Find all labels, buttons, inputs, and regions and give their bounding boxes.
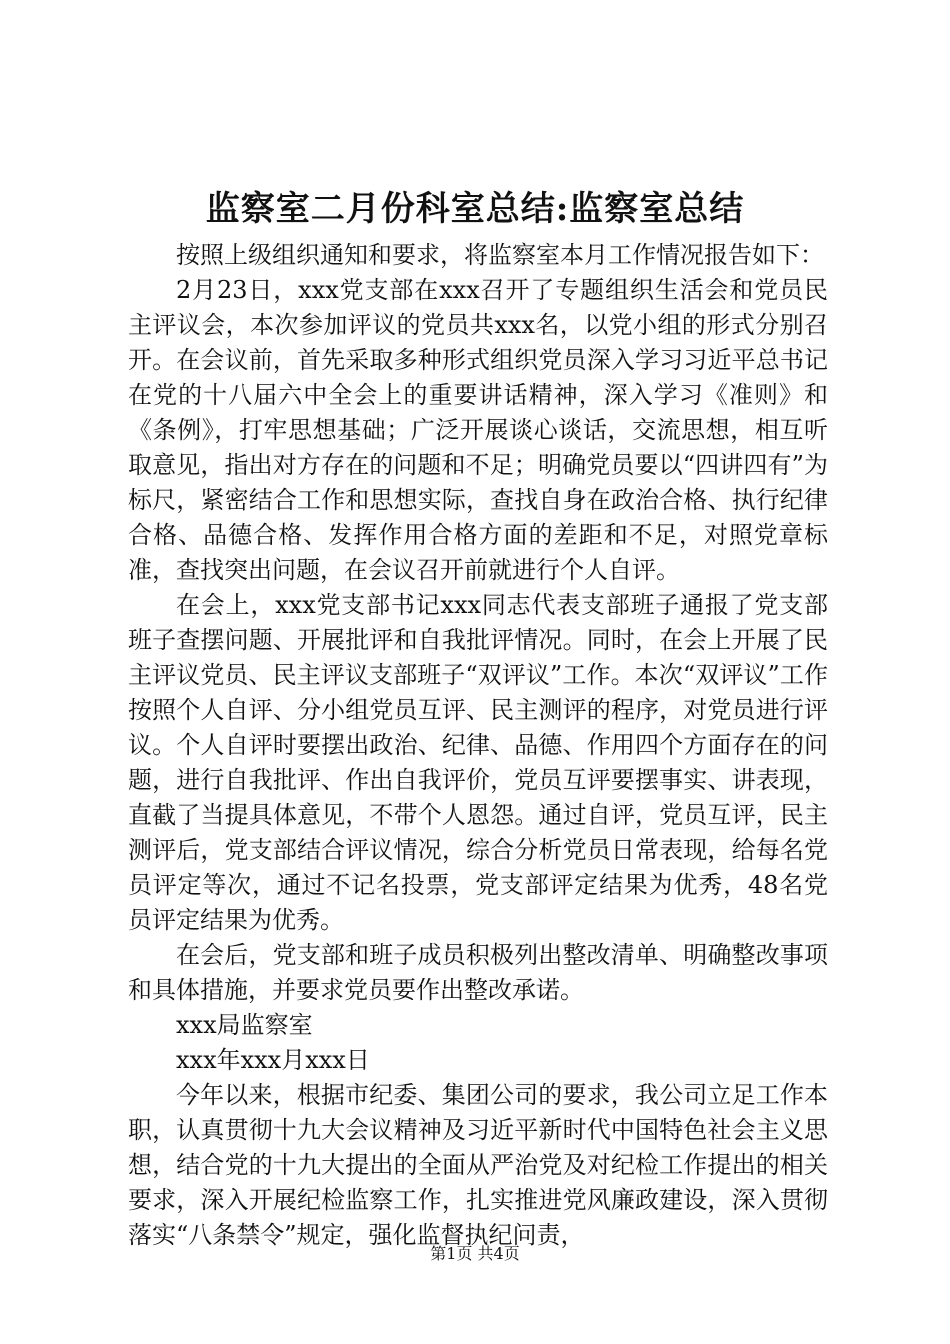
paragraph-after-meeting: 在会后，党支部和班子成员积极列出整改清单、明确整改事项和具体措施，并要求党员要作出整改承诺。 — [128, 941, 828, 1004]
paragraph-this-year: 今年以来，根据市纪委、集团公司的要求，我公司立足工作本职，认真贯彻十九大会议精神及习近平新时代中国特色社会主义思想，结合党的十九大提出的全面从严治党及对纪检工作提出的相关要求，深入开展纪检监察工作，扎实推进党风廉政建设，深入贯彻落实“八条禁令”规定，强化监督执纪问责， — [128, 1081, 828, 1249]
page-number-footer: 第1页 共4页 — [430, 1244, 520, 1263]
paragraph-intro: 按照上级组织通知和要求，将监察室本月工作情况报告如下： — [176, 241, 824, 269]
signature-department: xxx局监察室 — [176, 1011, 313, 1039]
document-body — [128, 238, 828, 1253]
paragraph-before-meeting: 2月23日，xxx党支部在xxx召开了专题组织生活会和党员民主评议会，本次参加评议的党员共xxx名，以党小组的形式分别召开。在会议前，首先采取多种形式组织党员深入学习习近平总书记在党的十八届六中全会上的重要讲话精神，深入学习《准则》和《条例》，打牢思想基础；广泛开展谈心谈话，交流思想，相互听取意见，指出对方存在的问题和不足；明确党员要以“四讲四有”为标尺，紧密结合工作和思想实际，查找自身在政治合格、执行纪律合格、品德合格、发挥作用合格方面的差距和不足，对照党章标准，查找突出问题，在会议召开前就进行个人自评。 — [128, 276, 828, 584]
document-title: 监察室二月份科室总结:监察室总结 — [205, 189, 745, 229]
paragraph-during-meeting: 在会上，xxx党支部书记xxx同志代表支部班子通报了党支部班子查摆问题、开展批评和自我批评情况。同时，在会上开展了民主评议党员、民主评议支部班子“双评议”工作。本次“双评议”工作按照个人自评、分小组党员互评、民主测评的程序，对党员进行评议。个人自评时要摆出政治、纪律、品德、作用四个方面存在的问题，进行自我批评、作出自我评价，党员互评要摆事实、讲表现，直截了当提具体意见，不带个人恩怨。通过自评，党员互评，民主测评后，党支部结合评议情况，综合分析党员日常表现，给每名党员评定等次，通过不记名投票，党支部评定结果为优秀，48名党员评定结果为优秀。 — [128, 591, 828, 934]
signature-date: xxx年xxx月xxx日 — [176, 1046, 370, 1074]
